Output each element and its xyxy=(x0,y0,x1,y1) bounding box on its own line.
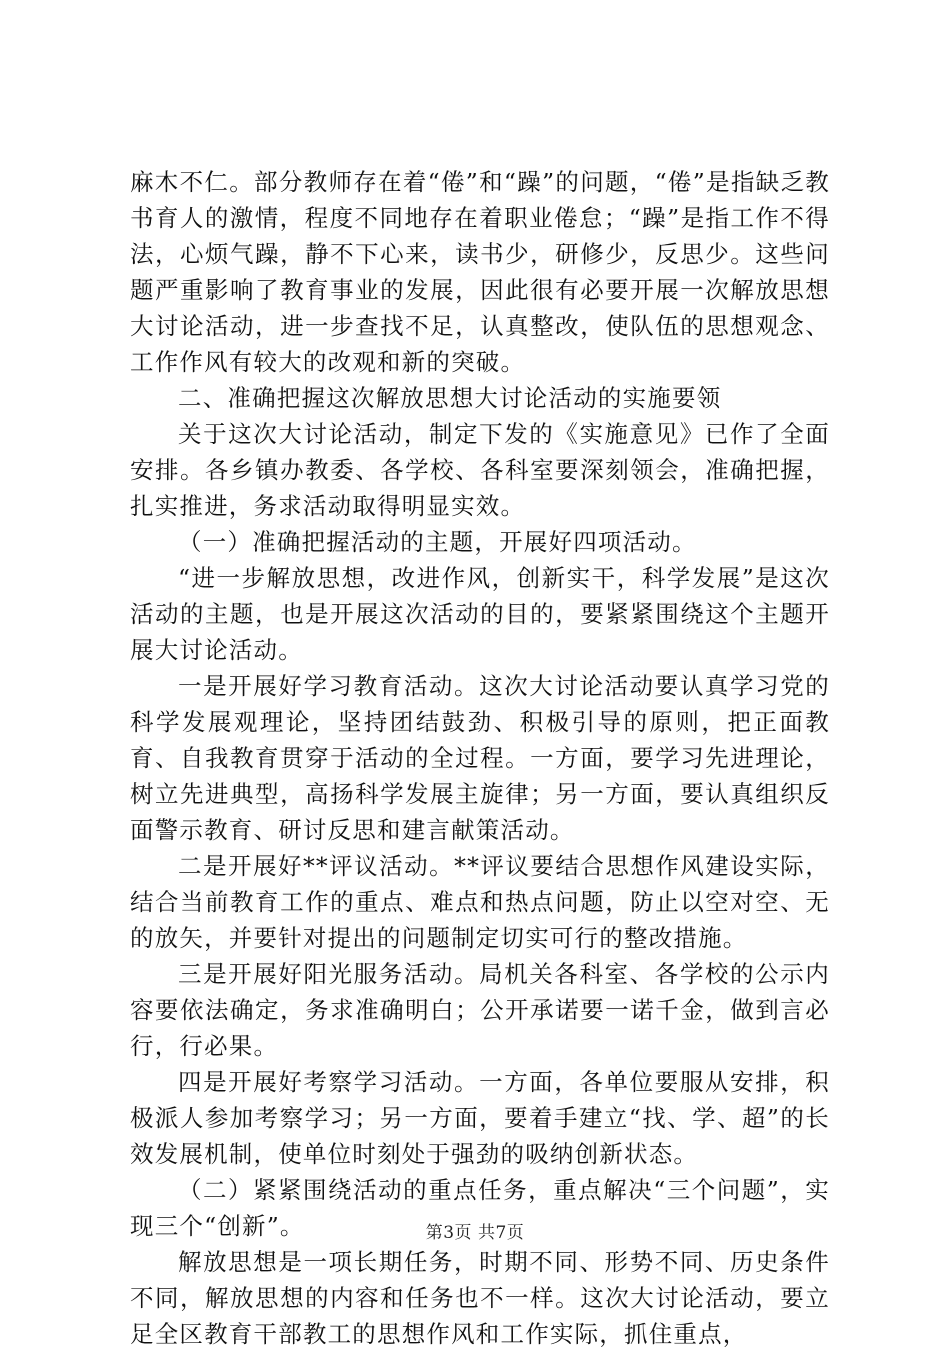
subheading-one: （一）准确把握活动的主题，开展好四项活动。 xyxy=(178,528,697,556)
section-heading-two: 二、准确把握这次解放思想大讨论活动的实施要领 xyxy=(178,384,722,412)
paragraph-theme: “进一步解放思想，改进作风，创新实干，科学发展”是这次活动的主题，也是开展这次活动的目的，要紧紧围绕这个主题开展大讨论活动。 xyxy=(130,564,830,664)
subheading-two: （二）紧紧围绕活动的重点任务，重点解决“三个问题”，实现三个“创新”。 xyxy=(130,1176,830,1240)
page-number-label: 第3页 共7页 xyxy=(425,1223,525,1243)
paragraph-implementation-opinion: 关于这次大讨论活动，制定下发的《实施意见》已作了全面安排。各乡镇办教委、各学校、各科室要深刻领会，准确把握，扎实推进，务求活动取得明显实效。 xyxy=(130,420,830,520)
paragraph-long-term-task: 解放思想是一项长期任务，时期不同、形势不同、历史条件不同，解放思想的内容和任务也不一样。这次大讨论活动，要立足全区教育干部教工的思想作风和工作实际，抓住重点， xyxy=(130,1248,830,1348)
paragraph-activity-four: 四是开展好考察学习活动。一方面，各单位要服从安排，积极派人参加考察学习；另一方面，要着手建立“找、学、超”的长效发展机制，使单位时刻处于强劲的吸纳创新状态。 xyxy=(130,1068,830,1168)
paragraph-activity-one: 一是开展好学习教育活动。这次大讨论活动要认真学习党的科学发展观理论，坚持团结鼓劲、积极引导的原则，把正面教育、自我教育贯穿于活动的全过程。一方面，要学习先进理论，树立先进典型，高扬科学发展主旋律；另一方面，要认真组织反面警示教育、研讨反思和建言献策活动。 xyxy=(130,672,830,844)
paragraph-activity-three: 三是开展好阳光服务活动。局机关各科室、各学校的公示内容要依法确定，务求准确明白；公开承诺要一诺千金，做到言必行，行必果。 xyxy=(130,960,830,1060)
paragraph-1: 麻木不仁。部分教师存在着“倦”和“躁”的问题，“倦”是指缺乏教书育人的激情，程度不同地存在着职业倦怠；“躁”是指工作不得法，心烦气躁，静不下心来，读书少，研修少，反思少。这些问题严重影响了教育事业的发展，因此很有必要开展一次解放思想大讨论活动，进一步查找不足，认真整改，使队伍的思想观念、工作作风有较大的改观和新的突破。 xyxy=(130,168,830,376)
document-body xyxy=(130,164,830,1352)
page-footer xyxy=(0,1218,950,1243)
paragraph-activity-two: 二是开展好**评议活动。**评议要结合思想作风建设实际，结合当前教育工作的重点、难点和热点问题，防止以空对空、无的放矢，并要针对提出的问题制定切实可行的整改措施。 xyxy=(130,852,830,952)
